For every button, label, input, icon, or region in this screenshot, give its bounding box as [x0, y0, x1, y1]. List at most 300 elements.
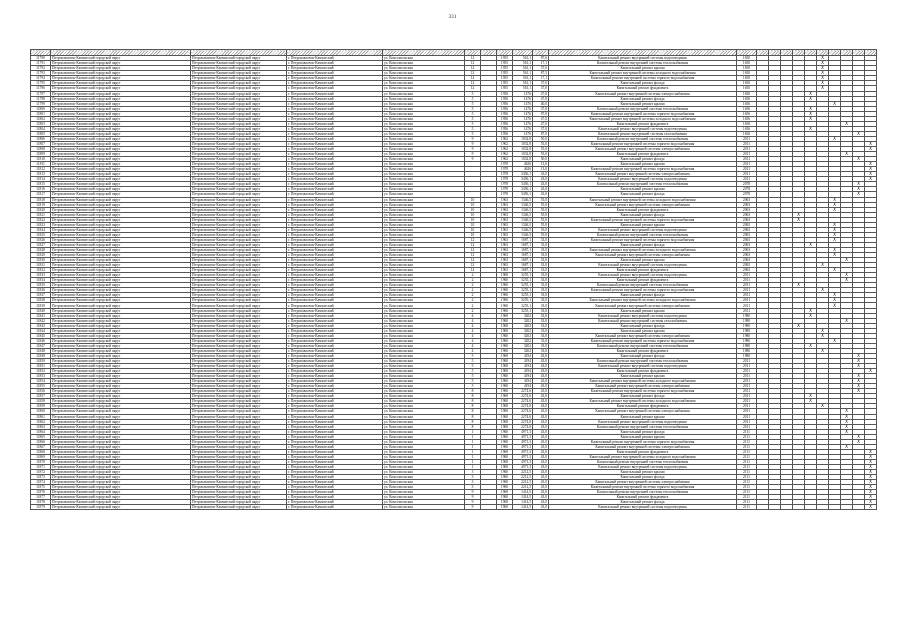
- work-type-cell: Капитальный ремонт крыши: [549, 101, 737, 106]
- locality-cell: г. Петропавловск-Камчатский: [287, 136, 383, 141]
- locality-cell: г. Петропавловск-Камчатский: [287, 81, 383, 86]
- row-id-cell: 11792: [31, 66, 51, 71]
- code-cell: 2011: [737, 136, 757, 141]
- locality-cell: г. Петропавловск-Камчатский: [287, 76, 383, 81]
- wear-cell: 55,0: [533, 217, 549, 222]
- period-mark-cell: X: [805, 308, 817, 313]
- house-number-cell: 8: [465, 414, 481, 419]
- period-mark-cell: X: [841, 444, 853, 449]
- row-id-cell: 11804: [31, 126, 51, 131]
- wear-cell: 33,0: [533, 288, 549, 293]
- code-cell: 2063: [737, 222, 757, 227]
- period-mark-cell: X: [829, 268, 841, 273]
- work-type-cell: Капитальный ремонт фундамента: [549, 404, 737, 409]
- period-mark-cell: X: [865, 500, 877, 505]
- area-cell: 1346,5: [513, 222, 533, 227]
- street-cell: ул. Комсомольская: [383, 96, 465, 101]
- code-cell: 2063: [737, 253, 757, 258]
- period-mark-cell: X: [853, 131, 865, 136]
- year-cell: 1956: [497, 111, 513, 116]
- wear-cell: 43,0: [533, 419, 549, 424]
- region-cell: Петропавловск-Камчатский городской округ: [51, 227, 191, 232]
- period-mark-cell: X: [805, 399, 817, 404]
- wear-cell: 47,0: [533, 116, 549, 121]
- year-cell: 1962: [497, 157, 513, 162]
- code-cell: 1656: [737, 131, 757, 136]
- work-type-cell: Капитальный ремонт фундамента: [549, 348, 737, 353]
- municipality-cell: Петропавловск-Камчатский городской округ: [191, 424, 287, 429]
- municipality-cell: Петропавловск-Камчатский городской округ: [191, 172, 287, 177]
- wear-cell: 33,0: [533, 323, 549, 328]
- period-mark-cell: X: [817, 263, 829, 268]
- wear-cell: 43,0: [533, 364, 549, 369]
- house-number-cell: 8: [465, 399, 481, 404]
- house-number-cell: 12: [465, 237, 481, 242]
- area-cell: 1414,5: [513, 500, 533, 505]
- row-id-cell: 11852: [31, 369, 51, 374]
- wear-cell: 87,5: [533, 71, 549, 76]
- year-cell: 1960: [497, 338, 513, 343]
- region-cell: Петропавловск-Камчатский городской округ: [51, 303, 191, 308]
- house-number-cell: 1: [465, 459, 481, 464]
- municipality-cell: Петропавловск-Камчатский городской округ: [191, 212, 287, 217]
- area-cell: 3202: [513, 338, 533, 343]
- year-cell: 1960: [497, 273, 513, 278]
- period-mark-cell: X: [841, 152, 853, 157]
- period-mark-cell: X: [829, 202, 841, 207]
- code-cell: 2011: [737, 399, 757, 404]
- house-number-cell: 12: [465, 71, 481, 76]
- locality-cell: г. Петропавловск-Камчатский: [287, 470, 383, 475]
- year-cell: 1960: [497, 439, 513, 444]
- code-cell: 2011: [737, 404, 757, 409]
- period-mark-cell: X: [853, 389, 865, 394]
- year-cell: 1963: [497, 237, 513, 242]
- work-type-cell: Капитальный ремонт внутренней системы электроснабжения: [549, 384, 737, 389]
- code-cell: 2078: [737, 187, 757, 192]
- locality-cell: г. Петропавловск-Камчатский: [287, 500, 383, 505]
- house-number-cell: 4: [465, 343, 481, 348]
- municipality-cell: Петропавловск-Камчатский городской округ: [191, 454, 287, 459]
- wear-cell: 37,0: [533, 86, 549, 91]
- region-cell: Петропавловск-Камчатский городской округ: [51, 480, 191, 485]
- period-mark-cell: X: [805, 106, 817, 111]
- row-id-cell: 11793: [31, 71, 51, 76]
- year-cell: 1960: [497, 384, 513, 389]
- house-number-cell: 4: [465, 318, 481, 323]
- municipality-cell: Петропавловск-Камчатский городской округ: [191, 177, 287, 182]
- area-cell: 3255,1: [513, 273, 533, 278]
- row-id-cell: 11836: [31, 288, 51, 293]
- wear-cell: 47,0: [533, 96, 549, 101]
- locality-cell: г. Петропавловск-Камчатский: [287, 409, 383, 414]
- work-type-cell: Капитальный ремонт внутренней системы горячего водоснабжения: [549, 111, 737, 116]
- wear-cell: 43,0: [533, 404, 549, 409]
- locality-cell: г. Петропавловск-Камчатский: [287, 389, 383, 394]
- region-cell: Петропавловск-Камчатский городской округ: [51, 147, 191, 152]
- repair-schedule-table: [30, 49, 877, 510]
- street-cell: ул. Комсомольская: [383, 480, 465, 485]
- region-cell: Петропавловск-Камчатский городской округ: [51, 490, 191, 495]
- region-cell: Петропавловск-Камчатский городской округ: [51, 96, 191, 101]
- house-number-cell: 2: [465, 303, 481, 308]
- wear-cell: 13,0: [533, 167, 549, 172]
- region-cell: Петропавловск-Камчатский городской округ: [51, 419, 191, 424]
- period-mark-cell: X: [817, 71, 829, 76]
- wear-cell: 33,0: [533, 293, 549, 298]
- code-cell: 2111: [737, 449, 757, 454]
- row-id-cell: 11843: [31, 323, 51, 328]
- house-number-cell: 5: [465, 116, 481, 121]
- work-type-cell: Капитальный ремонт крыши: [549, 308, 737, 313]
- code-cell: 2011: [737, 152, 757, 157]
- year-cell: 1960: [497, 288, 513, 293]
- street-cell: ул. Комсомольская: [383, 167, 465, 172]
- period-mark-cell: X: [805, 242, 817, 247]
- row-id-cell: 11837: [31, 293, 51, 298]
- area-cell: 4971,3: [513, 454, 533, 459]
- house-number-cell: 9: [465, 157, 481, 162]
- street-cell: ул. Комсомольская: [383, 227, 465, 232]
- year-cell: 1955: [497, 81, 513, 86]
- house-number-cell: 5: [465, 96, 481, 101]
- area-cell: 3456,1: [513, 182, 533, 187]
- house-number-cell: 9: [465, 147, 481, 152]
- region-cell: Петропавловск-Камчатский городской округ: [51, 101, 191, 106]
- row-id-cell: 11842: [31, 318, 51, 323]
- wear-cell: 43,0: [533, 470, 549, 475]
- municipality-cell: Петропавловск-Камчатский городской округ: [191, 399, 287, 404]
- period-mark-cell: X: [865, 141, 877, 146]
- code-cell: 2011: [737, 141, 757, 146]
- wear-cell: 33,0: [533, 318, 549, 323]
- year-cell: 1962: [497, 136, 513, 141]
- region-cell: Петропавловск-Камчатский городской округ: [51, 71, 191, 76]
- year-cell: 1963: [497, 268, 513, 273]
- year-cell: 1978: [497, 177, 513, 182]
- year-cell: 1962: [497, 141, 513, 146]
- region-cell: Петропавловск-Камчатский городской округ: [51, 247, 191, 252]
- area-cell: 4626: [513, 162, 533, 167]
- code-cell: 2063: [737, 263, 757, 268]
- wear-cell: 87,6: [533, 56, 549, 61]
- area-cell: 2212,5: [513, 480, 533, 485]
- region-cell: Петропавловск-Камчатский городской округ: [51, 253, 191, 258]
- year-cell: 1960: [497, 394, 513, 399]
- wear-cell: 33,0: [533, 308, 549, 313]
- row-id-cell: 11878: [31, 500, 51, 505]
- municipality-cell: Петропавловск-Камчатский городской округ: [191, 505, 287, 510]
- street-cell: ул. Комсомольская: [383, 242, 465, 247]
- area-cell: 4971,3: [513, 444, 533, 449]
- work-type-cell: Капитальный ремонт внутренней системы холодного водоснабжения: [549, 454, 737, 459]
- code-cell: 2111: [737, 495, 757, 500]
- code-cell: 2111: [737, 459, 757, 464]
- municipality-cell: Петропавловск-Камчатский городской округ: [191, 101, 287, 106]
- locality-cell: г. Петропавловск-Камчатский: [287, 232, 383, 237]
- region-cell: Петропавловск-Камчатский городской округ: [51, 207, 191, 212]
- street-cell: ул. Комсомольская: [383, 475, 465, 480]
- wear-cell: 43,0: [533, 374, 549, 379]
- wear-cell: 33,0: [533, 283, 549, 288]
- area-cell: 4971,3: [513, 449, 533, 454]
- code-cell: 2011: [737, 303, 757, 308]
- street-cell: ул. Комсомольская: [383, 359, 465, 364]
- work-type-cell: Капитальный ремонт внутренней системы электроснабжения: [549, 91, 737, 96]
- work-type-cell: Капитальный ремонт фасада: [549, 81, 737, 86]
- municipality-cell: Петропавловск-Камчатский городской округ: [191, 207, 287, 212]
- region-cell: Петропавловск-Камчатский городской округ: [51, 369, 191, 374]
- locality-cell: г. Петропавловск-Камчатский: [287, 121, 383, 126]
- region-cell: Петропавловск-Камчатский городской округ: [51, 126, 191, 131]
- code-cell: 2011: [737, 389, 757, 394]
- year-cell: 1960: [497, 454, 513, 459]
- code-cell: 1650: [737, 56, 757, 61]
- period-mark-cell: X: [841, 409, 853, 414]
- work-type-cell: Капитальный ремонт внутренней системы теплоснабжения: [549, 359, 737, 364]
- municipality-cell: Петропавловск-Камчатский городской округ: [191, 449, 287, 454]
- region-cell: Петропавловск-Камчатский городской округ: [51, 283, 191, 288]
- work-type-cell: Капитальный ремонт внутренней системы теплоснабжения: [549, 61, 737, 66]
- street-cell: ул. Комсомольская: [383, 283, 465, 288]
- year-cell: 1963: [497, 207, 513, 212]
- work-type-cell: Капитальный ремонт внутренней системы электроснабжения: [549, 147, 737, 152]
- region-cell: Петропавловск-Камчатский городской округ: [51, 106, 191, 111]
- code-cell: 1980: [737, 323, 757, 328]
- row-id-cell: 11845: [31, 333, 51, 338]
- period-mark-cell: X: [829, 237, 841, 242]
- region-cell: Петропавловск-Камчатский городской округ: [51, 116, 191, 121]
- year-cell: 1960: [497, 399, 513, 404]
- area-cell: 4194: [513, 374, 533, 379]
- area-cell: 4971,3: [513, 464, 533, 469]
- locality-cell: г. Петропавловск-Камчатский: [287, 172, 383, 177]
- area-cell: 2274,6: [513, 409, 533, 414]
- locality-cell: г. Петропавловск-Камчатский: [287, 369, 383, 374]
- locality-cell: г. Петропавловск-Камчатский: [287, 434, 383, 439]
- year-cell: 1960: [497, 470, 513, 475]
- code-cell: 2111: [737, 475, 757, 480]
- house-number-cell: 10: [465, 202, 481, 207]
- street-cell: ул. Комсомольская: [383, 500, 465, 505]
- locality-cell: г. Петропавловск-Камчатский: [287, 61, 383, 66]
- municipality-cell: Петропавловск-Камчатский городской округ: [191, 394, 287, 399]
- municipality-cell: Петропавловск-Камчатский городской округ: [191, 409, 287, 414]
- work-type-cell: Капитальный ремонт фасада: [549, 212, 737, 217]
- period-mark-cell: X: [841, 278, 853, 283]
- year-cell: 1955: [497, 66, 513, 71]
- locality-cell: г. Петропавловск-Камчатский: [287, 424, 383, 429]
- municipality-cell: Петропавловск-Камчатский городской округ: [191, 384, 287, 389]
- row-id-cell: 11814: [31, 177, 51, 182]
- row-id-cell: 11830: [31, 258, 51, 263]
- period-mark-cell: X: [841, 318, 853, 323]
- house-number-cell: 5: [465, 379, 481, 384]
- period-mark-cell: X: [853, 434, 865, 439]
- street-cell: ул. Комсомольская: [383, 247, 465, 252]
- period-mark-cell: X: [853, 182, 865, 187]
- municipality-cell: Петропавловск-Камчатский городской округ: [191, 136, 287, 141]
- locality-cell: г. Петропавловск-Камчатский: [287, 182, 383, 187]
- code-cell: 2011: [737, 177, 757, 182]
- row-id-cell: 11864: [31, 429, 51, 434]
- table-body: [31, 56, 877, 510]
- region-cell: Петропавловск-Камчатский городской округ: [51, 237, 191, 242]
- work-type-cell: Капитальный ремонт внутренней системы холодного водоснабжения: [549, 71, 737, 76]
- municipality-cell: Петропавловск-Камчатский городской округ: [191, 444, 287, 449]
- house-number-cell: 10: [465, 207, 481, 212]
- wear-cell: 43,0: [533, 177, 549, 182]
- code-cell: 2111: [737, 490, 757, 495]
- area-cell: 4194: [513, 379, 533, 384]
- work-type-cell: Капитальный ремонт внутренней системы горячего водоснабжения: [549, 288, 737, 293]
- locality-cell: г. Петропавловск-Камчатский: [287, 258, 383, 263]
- street-cell: ул. Комсомольская: [383, 288, 465, 293]
- work-type-cell: Капитальный ремонт внутренней системы холодного водоснабжения: [549, 399, 737, 404]
- wear-cell: 55,0: [533, 222, 549, 227]
- locality-cell: г. Петропавловск-Камчатский: [287, 404, 383, 409]
- locality-cell: г. Петропавловск-Камчатский: [287, 485, 383, 490]
- code-cell: 2111: [737, 439, 757, 444]
- row-id-cell: 11790: [31, 56, 51, 61]
- house-number-cell: 1: [465, 444, 481, 449]
- code-cell: 2011: [737, 424, 757, 429]
- period-mark-cell: X: [829, 101, 841, 106]
- row-id-cell: 11841: [31, 313, 51, 318]
- municipality-cell: Петропавловск-Камчатский городской округ: [191, 242, 287, 247]
- period-mark-cell: [829, 505, 841, 510]
- municipality-cell: Петропавловск-Камчатский городской округ: [191, 308, 287, 313]
- year-cell: 1955: [497, 86, 513, 91]
- code-cell: 2063: [737, 237, 757, 242]
- locality-cell: г. Петропавловск-Камчатский: [287, 308, 383, 313]
- row-id-cell: 11859: [31, 404, 51, 409]
- period-mark-cell: X: [805, 126, 817, 131]
- year-cell: 1960: [497, 459, 513, 464]
- period-mark-cell: X: [829, 298, 841, 303]
- work-type-cell: Капитальный ремонт внутренней системы теплоснабжения: [549, 136, 737, 141]
- work-type-cell: Капитальный ремонт внутренней системы теплоснабжения: [549, 182, 737, 187]
- year-cell: 1960: [497, 308, 513, 313]
- house-number-cell: 5: [465, 101, 481, 106]
- locality-cell: г. Петропавловск-Камчатский: [287, 293, 383, 298]
- street-cell: ул. Комсомольская: [383, 217, 465, 222]
- locality-cell: г. Петропавловск-Камчатский: [287, 192, 383, 197]
- municipality-cell: Петропавловск-Камчатский городской округ: [191, 237, 287, 242]
- year-cell: 1960: [497, 323, 513, 328]
- locality-cell: г. Петропавловск-Камчатский: [287, 66, 383, 71]
- region-cell: Петропавловск-Камчатский городской округ: [51, 202, 191, 207]
- work-type-cell: Капитальный ремонт внутренней системы водоотведения: [549, 177, 737, 182]
- locality-cell: г. Петропавловск-Камчатский: [287, 177, 383, 182]
- wear-cell: 43,0: [533, 399, 549, 404]
- area-cell: 1346,5: [513, 232, 533, 237]
- work-type-cell: Капитальный ремонт фасада: [549, 500, 737, 505]
- period-mark-cell: X: [865, 459, 877, 464]
- locality-cell: г. Петропавловск-Камчатский: [287, 495, 383, 500]
- street-cell: ул. Комсомольская: [383, 308, 465, 313]
- area-cell: 1346,5: [513, 207, 533, 212]
- period-mark-cell: X: [841, 429, 853, 434]
- area-cell: 2212,5: [513, 475, 533, 480]
- wear-cell: 55,0: [533, 227, 549, 232]
- area-cell: 1476: [513, 131, 533, 136]
- municipality-cell: Петропавловск-Камчатский городской округ: [191, 369, 287, 374]
- wear-cell: 33,0: [533, 258, 549, 263]
- period-mark-cell: X: [829, 303, 841, 308]
- house-number-cell: 8: [465, 409, 481, 414]
- period-mark-cell: X: [817, 404, 829, 409]
- house-number-cell: 12: [465, 247, 481, 252]
- wear-cell: 43,0: [533, 439, 549, 444]
- work-type-cell: Капитальный ремонт фундамента: [549, 278, 737, 283]
- locality-cell: г. Петропавловск-Камчатский: [287, 283, 383, 288]
- area-cell: 1476: [513, 111, 533, 116]
- municipality-cell: Петропавловск-Камчатский городской округ: [191, 152, 287, 157]
- period-mark-cell: X: [817, 61, 829, 66]
- year-cell: 1960: [497, 333, 513, 338]
- area-cell: 1346,5: [513, 202, 533, 207]
- region-cell: Петропавловск-Камчатский городской округ: [51, 263, 191, 268]
- period-mark-cell: X: [865, 505, 877, 510]
- period-mark-cell: X: [805, 343, 817, 348]
- region-cell: Петропавловск-Камчатский городской округ: [51, 454, 191, 459]
- region-cell: Петропавловск-Камчатский городской округ: [51, 217, 191, 222]
- region-cell: Петропавловск-Камчатский городской округ: [51, 414, 191, 419]
- work-type-cell: Капитальный ремонт внутренней системы холодного водоснабжения: [549, 197, 737, 202]
- locality-cell: г. Петропавловск-Камчатский: [287, 131, 383, 136]
- street-cell: ул. Комсомольская: [383, 86, 465, 91]
- street-cell: ул. Комсомольская: [383, 177, 465, 182]
- house-number-cell: 3: [465, 475, 481, 480]
- locality-cell: г. Петропавловск-Камчатский: [287, 414, 383, 419]
- period-mark-cell: X: [853, 353, 865, 358]
- code-cell: 2011: [737, 172, 757, 177]
- period-mark-cell: X: [829, 222, 841, 227]
- locality-cell: г. Петропавловск-Камчатский: [287, 454, 383, 459]
- area-cell: 2274,6: [513, 414, 533, 419]
- wear-cell: 55,0: [533, 212, 549, 217]
- street-cell: ул. Комсомольская: [383, 439, 465, 444]
- area-cell: 3255,1: [513, 298, 533, 303]
- region-cell: Петропавловск-Камчатский городской округ: [51, 288, 191, 293]
- municipality-cell: Петропавловск-Камчатский городской округ: [191, 71, 287, 76]
- street-cell: ул. Комсомольская: [383, 56, 465, 61]
- locality-cell: г. Петропавловск-Камчатский: [287, 217, 383, 222]
- period-mark-cell: X: [865, 485, 877, 490]
- period-mark-cell: X: [841, 424, 853, 429]
- region-cell: Петропавловск-Камчатский городской округ: [51, 399, 191, 404]
- municipality-cell: Петропавловск-Камчатский городской округ: [191, 86, 287, 91]
- code-cell: 1650: [737, 71, 757, 76]
- municipality-cell: Петропавловск-Камчатский городской округ: [191, 232, 287, 237]
- row-id-cell: 11807: [31, 141, 51, 146]
- work-type-cell: Капитальный ремонт внутренней системы горячего водоснабжения: [549, 237, 737, 242]
- area-cell: 561,1: [513, 76, 533, 81]
- code-cell: 1980: [737, 313, 757, 318]
- work-type-cell: Капитальный ремонт внутренней системы электроснабжения: [549, 202, 737, 207]
- code-cell: 1650: [737, 86, 757, 91]
- street-cell: ул. Комсомольская: [383, 172, 465, 177]
- row-id-cell: 11858: [31, 399, 51, 404]
- street-cell: ул. Комсомольская: [383, 162, 465, 167]
- municipality-cell: Петропавловск-Камчатский городской округ: [191, 288, 287, 293]
- row-id-cell: 11850: [31, 359, 51, 364]
- work-type-cell: Капитальный ремонт фасада: [549, 192, 737, 197]
- house-number-cell: 10: [465, 227, 481, 232]
- street-cell: ул. Комсомольская: [383, 273, 465, 278]
- municipality-cell: Петропавловск-Камчатский городской округ: [191, 464, 287, 469]
